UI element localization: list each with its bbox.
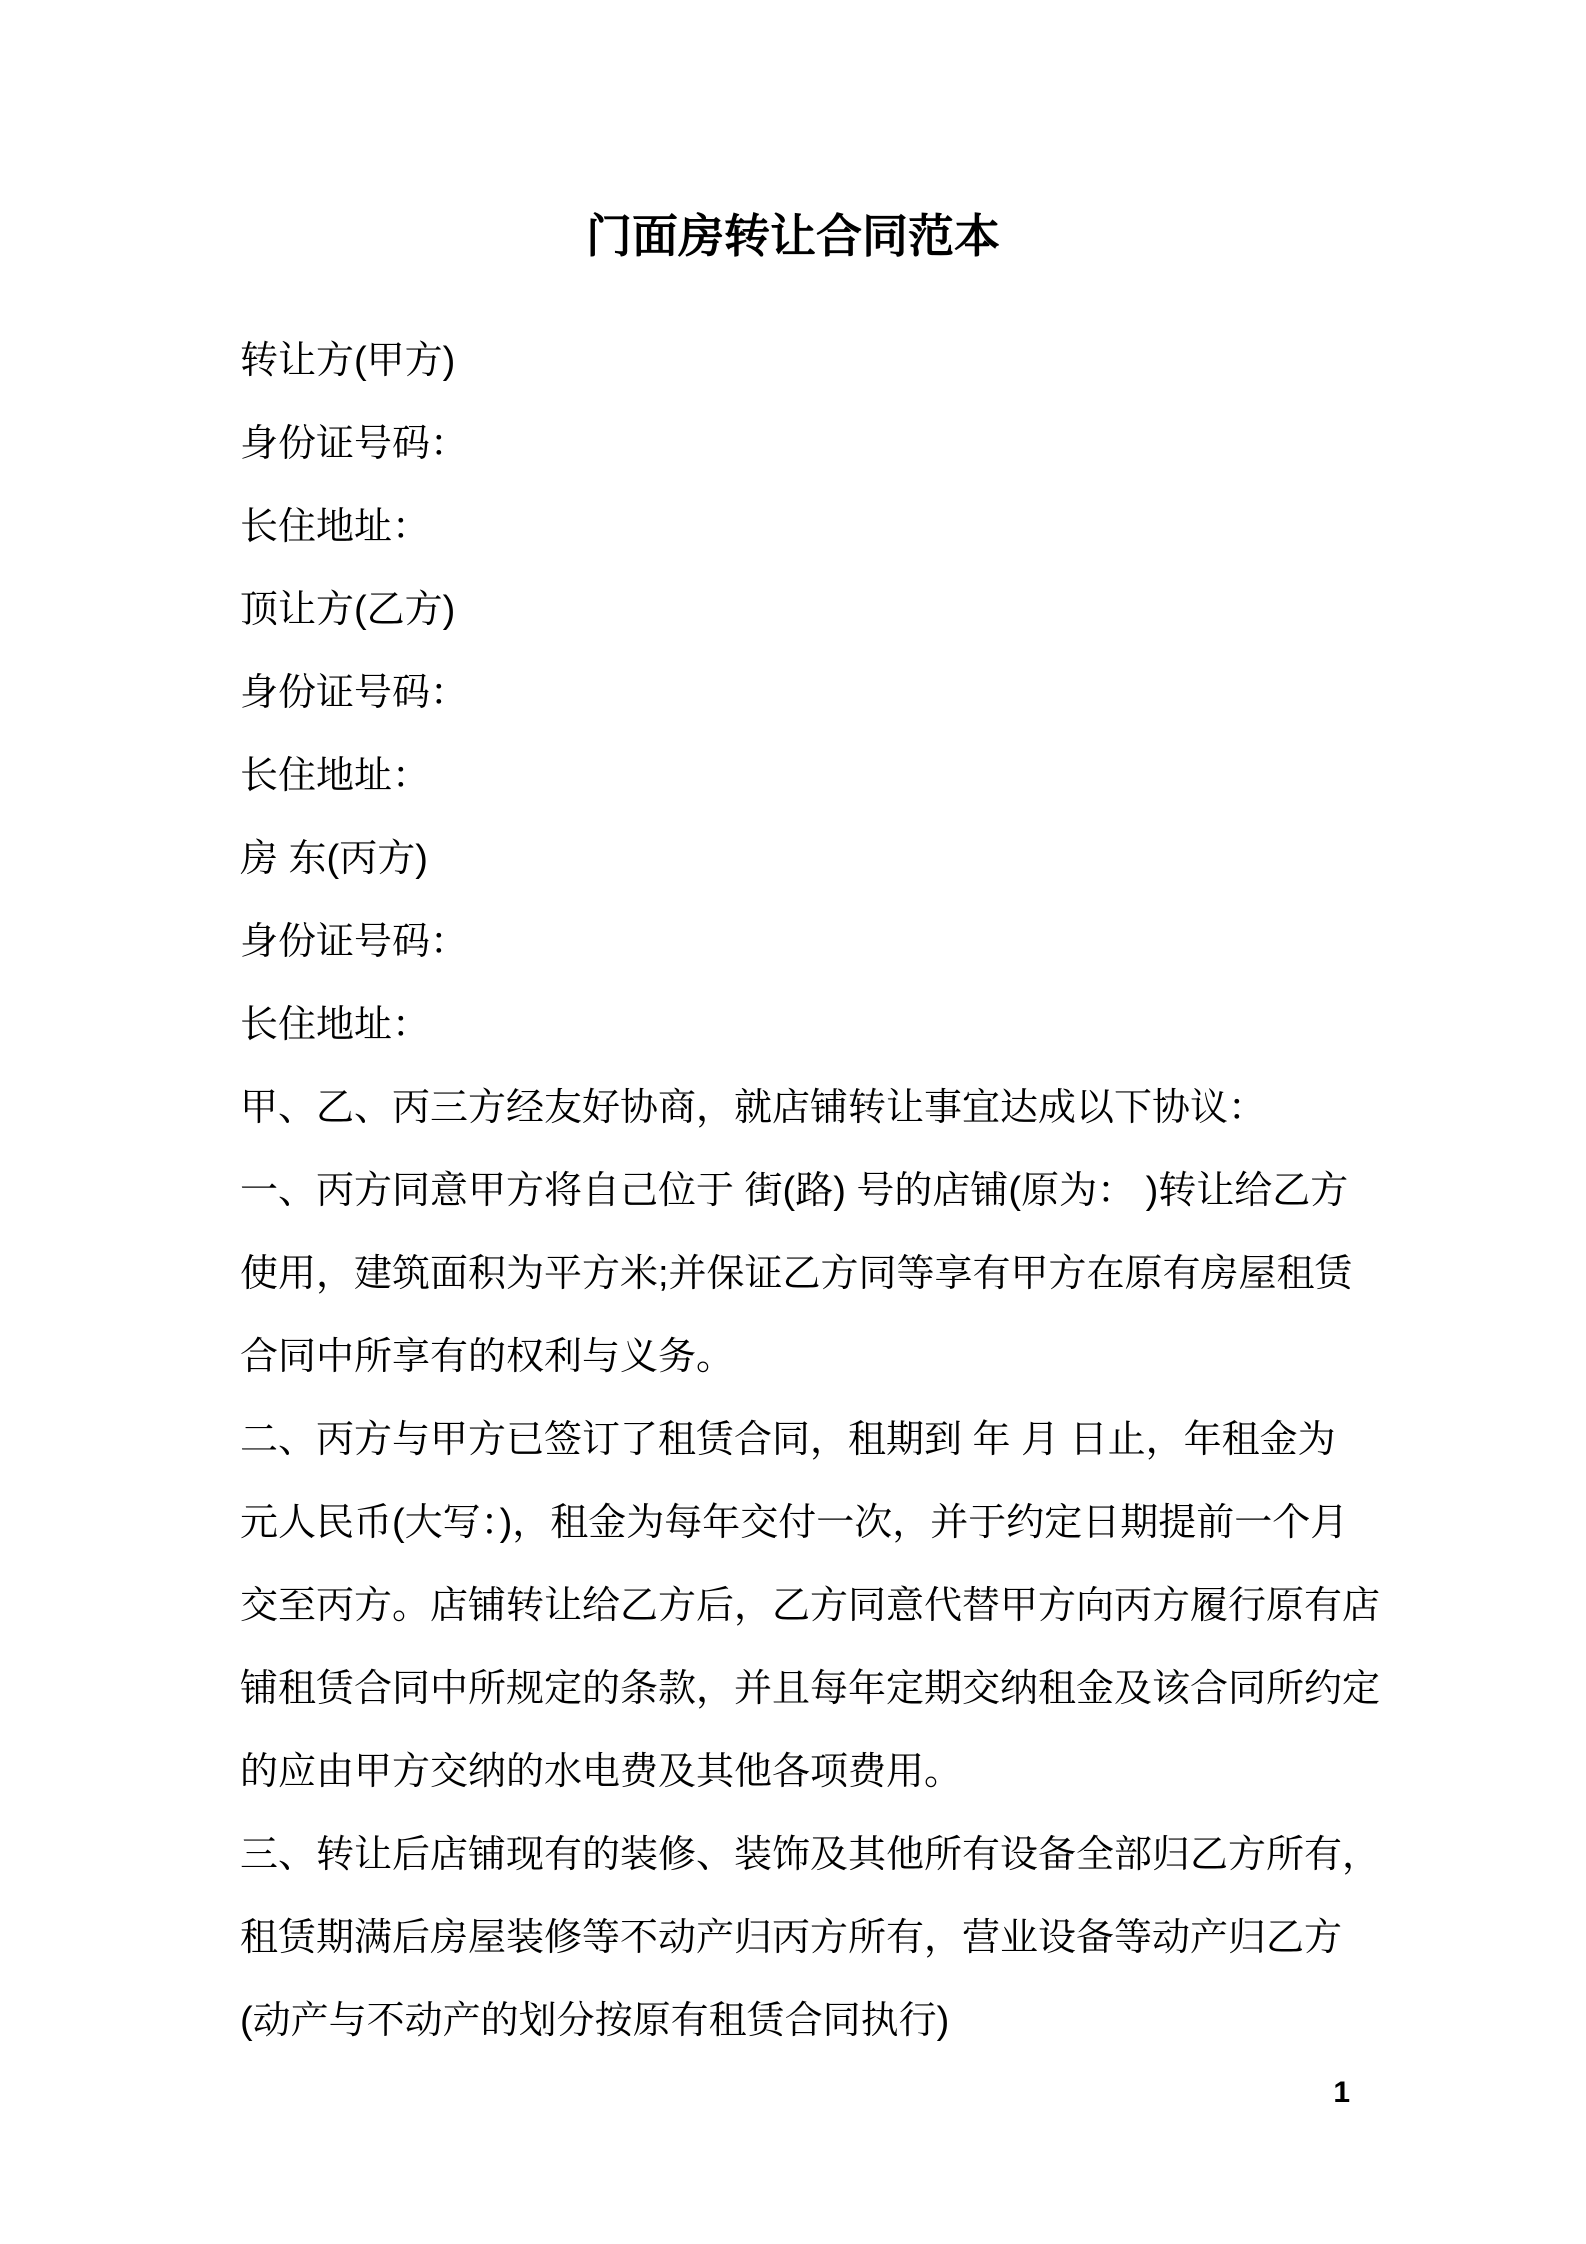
document-line: 长住地址： [240, 755, 431, 797]
document-line: 一、丙方同意甲方将自己位于 街(路) 号的店铺(原为： )转让给乙方 [240, 1170, 1349, 1212]
document-line: 甲、乙、丙三方经友好协商，就店铺转让事宜达成以下协议： [240, 1087, 1267, 1129]
document-line: 铺租赁合同中所规定的条款，并且每年定期交纳租金及该合同所约定 [240, 1668, 1381, 1710]
document-line: 长住地址： [240, 1004, 431, 1046]
document-line: 元人民币(大写：)，租金为每年交付一次，并于约定日期提前一个月 [240, 1502, 1349, 1544]
document-line: 房 东(丙方) [240, 838, 428, 880]
document-line: 身份证号码： [240, 672, 469, 714]
document-line: 交至丙方。店铺转让给乙方后，乙方同意代替甲方向丙方履行原有店 [240, 1585, 1381, 1627]
document-line: 租赁期满后房屋装修等不动产归丙方所有，营业设备等动产归乙方 [240, 1917, 1343, 1959]
document-line: 合同中所享有的权利与义务。 [240, 1336, 735, 1378]
document-line: 长住地址： [240, 506, 431, 548]
document-line: 身份证号码： [240, 423, 469, 465]
document-body [240, 320, 1420, 2063]
document-line: 转让方(甲方) [240, 340, 456, 382]
document-line: 三、转让后店铺现有的装修、装饰及其他所有设备全部归乙方所有， [240, 1834, 1381, 1876]
document-line: (动产与不动产的划分按原有租赁合同执行) [240, 2000, 950, 2042]
document-line: 的应由甲方交纳的水电费及其他各项费用。 [240, 1751, 963, 1793]
page-title: 门面房转让合同范本 [586, 210, 1000, 262]
document-line: 二、丙方与甲方已签订了租赁合同，租期到 年 月 日止，年租金为 [240, 1419, 1336, 1461]
document-line: 身份证号码： [240, 921, 469, 963]
document-line: 使用，建筑面积为平方米;并保证乙方同等享有甲方在原有房屋租赁 [240, 1253, 1353, 1295]
page-number: 1 [1333, 2076, 1350, 2109]
document-line: 顶让方(乙方) [240, 589, 456, 631]
